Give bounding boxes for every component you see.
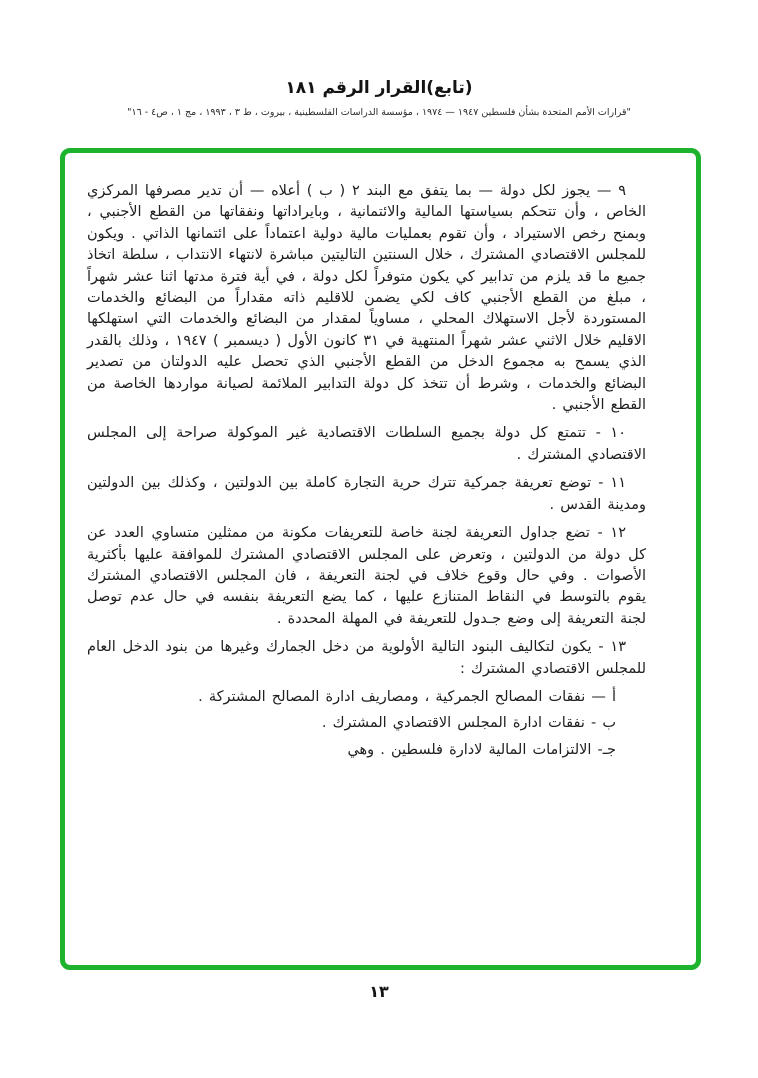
clause-13: ١٣ - يكون لتكاليف البنود التالية الأولوية من دخل الجمارك وغيرها من بنود الدخل العام للمجلس الاقتصادي المشترك : xyxy=(87,639,646,677)
clause-10: ١٠ - تتمتع كل دولة بجميع السلطات الاقتصادية غير الموكولة صراحة إلى المجلس الاقتصادي المشترك . xyxy=(87,425,646,463)
clause-13-item-c: جـ- الالتزامات المالية لادارة فلسطين . وهي xyxy=(347,741,616,758)
source-citation: "قرارات الأمم المتحدة بشأن فلسطين ١٩٤٧ — ١٩٧٤ ، مؤسسة الدراسات الفلسطينية ، بيروت ، ط ٣ ، ١٩٩٣ ، مج ١ ، ص٤ - ١٦" xyxy=(127,107,631,118)
document-title: (تابع)القرار الرقم ١٨١ xyxy=(285,78,473,98)
page-number: ١٣ xyxy=(369,982,389,1001)
page-header xyxy=(0,78,758,118)
clause-11: ١١ - توضع تعريفة جمركية تترك حرية التجارة كاملة بين الدولتين ، وكذلك بين الدولتين ومدينة القدس . xyxy=(87,475,646,513)
clause-12: ١٢ - تضع جداول التعريفة لجنة خاصة للتعريفات مكونة من ممثلين متساوي العدد عن كل دولة من الدولتين ، وتعرض على المجلس الاقتصادي المشترك للموافقة عليها بأكثرية الأصوات . وفي حال وقوع خلاف في لجنة التعريفة ، فان المجلس الاقتصادي المشترك يقوم بالتوسط في النقاط المتنازع عليها ، كما يضع التعريفة بنفسه في حال عدم توصل لجنة التعريفة إلى وضع جـدول للتعريفة في المهلة المحددة . xyxy=(87,525,646,627)
resolution-text xyxy=(87,181,646,766)
clause-13-item-b: ب - نفقات ادارة المجلس الاقتصادي المشترك . xyxy=(321,715,616,732)
clause-13-item-a: أ — نفقات المصالح الجمركية ، ومصاريف ادارة المصالح المشتركة . xyxy=(198,688,616,705)
clause-9: ٩ — يجوز لكل دولة — بما يتفق مع البند ٢ ( ب ) أعلاه — أن تدير مصرفها المركزي الخاص ، وأن تتحكم بسياستها المالية والائتمانية ، وبايراداتها ونفقاتها من القطع الأجنبي ، وبمنح رخص الاستيراد ، وأن تقوم بعمليات مالية دولية اعتماداً على ائتمانها الذاتي . ويكون للمجلس الاقتصادي المشترك ، خلال السنتين التاليتين مباشرة لانتهاء الانتداب ، سلطة اتخاذ جميع ما قد يلزم من تدابير كي يكون متوفراً لكل دولة ، في أية فترة مدتها اثنا عشر شهراً ، مبلغ من القطع الأجنبي كاف لكي يضمن للاقليم ذاته مقداراً من البضائع والخدمات المستوردة لأجل الاستهلاك المحلي ، مساوياً لمقدار من البضائع والخدمات التي استهلكها الاقليم خلال الاثني عشر شهراً المنتهية في ٣١ كانون الأول ( ديسمبر ) ١٩٤٧ ، وذلك بالقدر الذي يسمح به مجموع الدخل من القطع الأجنبي الذي تحصل عليه الدولتان من تصدير البضائع والخدمات ، وشرط أن تتخذ كل دولة التدابير الملائمة لصيانة مواردها الخاصة من القطع الأجنبي . xyxy=(87,183,646,414)
highlight-border-box xyxy=(60,148,701,970)
